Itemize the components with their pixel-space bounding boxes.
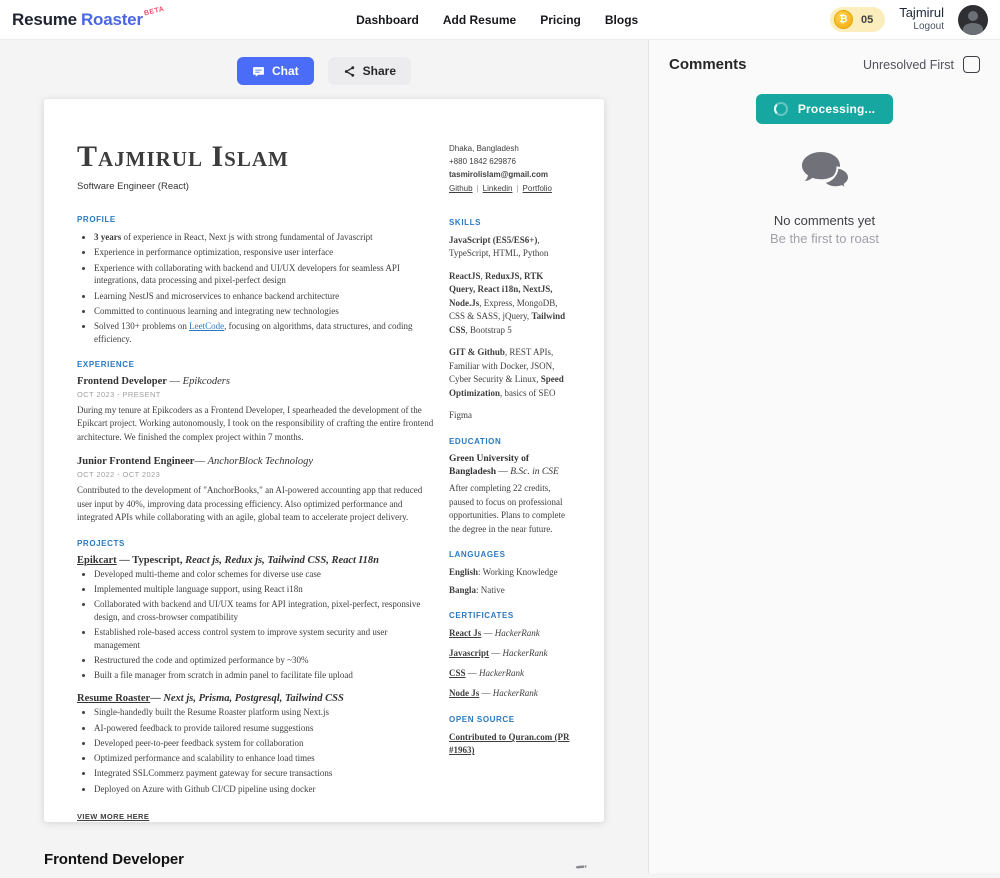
contact-phone: +880 1842 629876	[449, 157, 516, 167]
section-heading-certificates: CERTIFICATES	[449, 611, 514, 621]
language-item: English: Working Knowledge	[449, 567, 558, 578]
unresolved-first-checkbox[interactable]	[963, 56, 980, 73]
education-description: After completing 22 credits, paused to focus on professional opportunities. Plans to complete the degree in the near future.	[449, 483, 565, 534]
empty-state-title: No comments yet	[773, 213, 876, 228]
skills-group: JavaScript (ES5/ES6+), TypeScript, HTML, Python	[449, 234, 549, 259]
resume-job-title: Software Engineer (React)	[77, 181, 189, 192]
resume-document	[44, 99, 604, 822]
project-bullet: • Built a file manager from scratch in admin panel to facilitate file upload	[94, 669, 435, 682]
project-bullet: • Restructured the code and optimized performance by ~30%	[94, 654, 435, 667]
job-title: Junior Frontend Engineer— AnchorBlock Technology	[77, 456, 314, 468]
header-right	[830, 5, 988, 35]
user-name: Tajmirul	[899, 5, 944, 21]
logo-part-1: Resume	[12, 9, 77, 29]
section-heading-experience: EXPERIENCE	[77, 359, 135, 369]
education-title: Green University of Bangladesh — B.Sc. in CSE	[449, 453, 559, 477]
certificate-item: Javascript — HackerRank	[449, 648, 548, 659]
skills-group: GIT & Github, REST APIs, Familiar with Docker, JSON, Cyber Security & Linux, Speed Optimization, basics of SEO	[449, 347, 564, 398]
project-bullet: • Deployed on Azure with Github CI/CD pipeline using docker	[94, 783, 435, 796]
contact-email: tasmirolislam@gmail.com	[449, 170, 548, 180]
coin-count: 05	[860, 13, 874, 26]
github-link[interactable]: Github	[449, 183, 473, 193]
main-area	[0, 40, 1000, 873]
linkedin-link[interactable]: Linkedin	[482, 183, 513, 193]
contact-location: Dhaka, Bangladesh	[449, 144, 519, 153]
unresolved-first-label: Unresolved First	[863, 57, 954, 72]
nav-item-pricing[interactable]: Pricing	[540, 12, 581, 27]
coin-balance-badge[interactable]	[830, 7, 885, 32]
comments-title: Comments	[669, 56, 747, 73]
job-description: During my tenure at Epikcoders as a Frontend Developer, I spearheaded the development of the Epikcart project. Working autonomously, I took on the responsibility of crafting the entire frontend architecture. We finished the complex project within 7 months.	[77, 404, 434, 442]
logout-link[interactable]: Logout	[913, 21, 944, 33]
view-more-link[interactable]: VIEW MORE HERE	[77, 812, 150, 822]
profile-bullet: • Committed to continuous learning and integrating new technologies	[94, 305, 435, 318]
experience-item	[77, 376, 435, 445]
project-bullet: • Established role-based access control system to improve system security and user management	[94, 626, 435, 652]
section-heading-profile: PROFILE	[77, 215, 116, 224]
spinner-icon	[774, 102, 788, 116]
user-block	[899, 6, 944, 32]
main-nav	[356, 13, 638, 27]
pencil-icon[interactable]	[571, 858, 591, 878]
share-button-label: Share	[362, 64, 397, 78]
profile-bullet: • Solved 130+ problems on LeetCode, focusing on algorithms, data structures, and coding efficiency.	[94, 320, 435, 346]
share-icon	[343, 65, 356, 78]
job-dates: OCT 2023 - PRESENT	[77, 389, 161, 399]
chat-icon	[252, 65, 265, 78]
section-heading-open-source: OPEN SOURCE	[449, 714, 515, 724]
resume-toolbar	[0, 57, 648, 85]
project-bullet: • Integrated SSLCommerz payment gateway for secure transactions	[94, 767, 435, 780]
certificate-item: Node Js — HackerRank	[449, 688, 538, 699]
chat-bubbles-icon	[799, 150, 851, 199]
project-bullet: • Developed peer-to-peer feedback system for collaboration	[94, 737, 435, 750]
profile-bullet: • Learning NestJS and microservices to enhance backend architecture	[94, 290, 435, 303]
link-separator: |	[516, 183, 519, 193]
comments-panel	[648, 40, 1000, 873]
nav-item-dashboard[interactable]: Dashboard	[356, 12, 419, 27]
project-title: Epikcart — Typescript, React js, Redux js, Tailwind CSS, React I18n	[77, 554, 380, 566]
experience-item	[77, 456, 435, 525]
logo-part-2: Roaster	[80, 9, 143, 29]
project-bullet: • Implemented multiple language support, using React i18n	[94, 583, 435, 596]
beta-badge: BETA	[143, 5, 165, 17]
certificate-item: React Js — HackerRank	[449, 628, 540, 639]
header	[0, 0, 1000, 40]
skills-group: ReactJS, ReduxJS, RTK Query, React i18n, NextJS, Node.Js, Express, MongoDB, CSS & SASS, jQuery, Tailwind CSS, Bootstrap 5	[449, 270, 566, 335]
bottom-section-title: Frontend Developer	[44, 851, 184, 868]
open-source-link[interactable]: Contributed to Quran.com (PR #1963)	[449, 731, 570, 756]
processing-label: Processing...	[797, 102, 876, 116]
certificate-item: CSS — HackerRank	[449, 668, 524, 679]
project-bullet: • Single-handedly built the Resume Roaster platform using Next.js	[94, 706, 435, 719]
project-bullet: • AI-powered feedback to provide tailored resume suggestions	[94, 722, 435, 735]
language-item: Bangla: Native	[449, 584, 505, 595]
project-bullet: • Developed multi-theme and color schemes for diverse use case	[94, 568, 435, 581]
section-heading-projects: PROJECTS	[77, 538, 125, 548]
empty-state-subtitle: Be the first to roast	[769, 231, 880, 246]
project-item	[77, 693, 435, 795]
nav-item-blogs[interactable]: Blogs	[604, 12, 639, 27]
portfolio-link[interactable]: Portfolio	[522, 183, 552, 193]
chat-button[interactable]	[237, 57, 314, 85]
share-button[interactable]	[328, 57, 411, 85]
chat-button-label: Chat	[271, 64, 299, 78]
project-bullet: • Optimized performance and scalability to enhance load times	[94, 752, 435, 765]
bottom-section	[44, 850, 604, 868]
skills-group: Figma	[449, 410, 473, 421]
project-item	[77, 555, 435, 683]
project-bullet-list	[77, 568, 435, 683]
section-heading-education: EDUCATION	[449, 436, 502, 446]
profile-bullet: • Experience with collaborating with backend and UI/UX developers for seamless API integrations, data processing and pixel-perfect design	[94, 262, 435, 288]
profile-bullet: • 3 years of experience in React, Next js with strong fundamental of Javascript	[94, 231, 435, 244]
link-separator: |	[476, 183, 479, 193]
profile-bullet: • Experience in performance optimization, responsive user interface	[94, 246, 435, 259]
job-description: Contributed to the development of "AnchorBooks," an AI-powered accounting app that reduced user input by 40%, improving data processing efficiency. Also optimized performance and integrated APIs while collaborating with an agile, global team to accelerate project delivery.	[77, 485, 423, 523]
avatar[interactable]	[958, 5, 988, 35]
processing-button[interactable]	[756, 94, 893, 124]
app-logo[interactable]	[12, 5, 165, 30]
comments-empty-state	[669, 150, 980, 246]
coin-icon: ₿	[834, 10, 853, 29]
project-bullet: • Collaborated with backend and UI/UX teams for API integration, pixel-perfect, responsive design, and cross-browser compatibility	[94, 598, 435, 624]
resume-viewer-column	[0, 40, 648, 873]
job-title: Frontend Developer — Epikcoders	[77, 375, 230, 387]
nav-item-add-resume[interactable]: Add Resume	[442, 12, 517, 27]
project-bullet-list	[77, 706, 435, 795]
job-dates: OCT 2022 - OCT 2023	[77, 470, 161, 480]
section-heading-languages: LANGUAGES	[449, 550, 506, 560]
profile-bullet-list	[77, 231, 435, 346]
project-title: Resume Roaster— Next js, Prisma, Postgresql, Tailwind CSS	[77, 693, 344, 705]
contact-block	[449, 142, 571, 195]
section-heading-skills: SKILLS	[449, 217, 482, 227]
resume-name: Tajmirul Islam	[77, 140, 289, 173]
